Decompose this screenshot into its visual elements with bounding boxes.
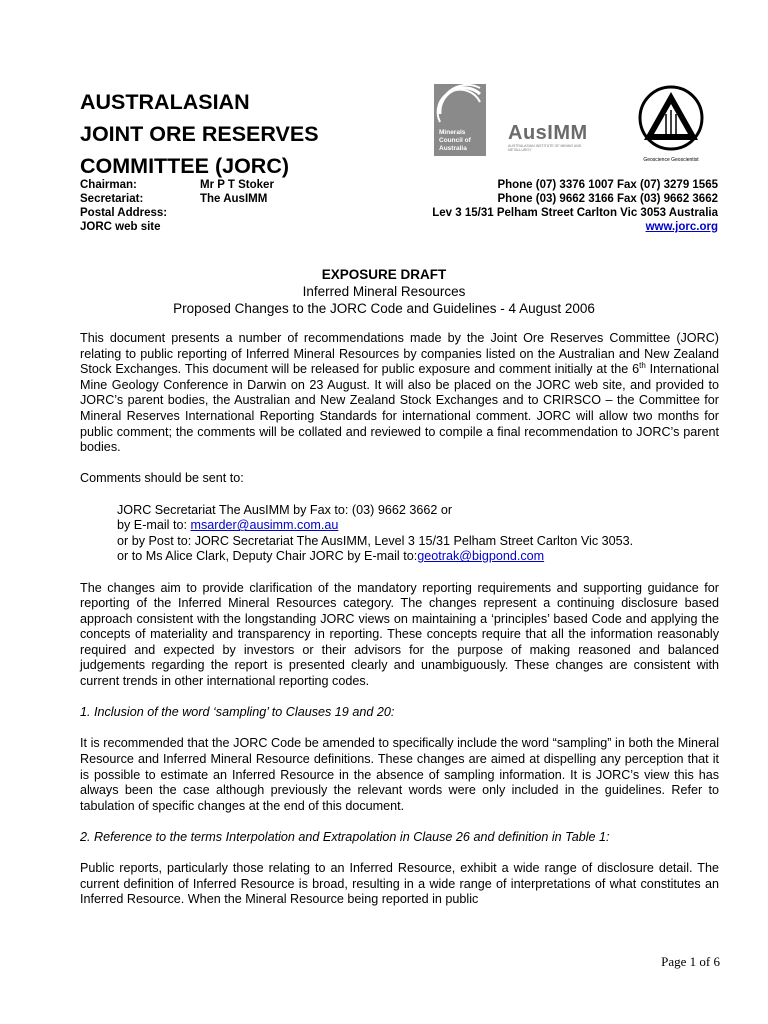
organization-title [80,86,319,182]
section-1-heading: 1. Inclusion of the word ‘sampling’ to Clauses 19 and 20: [80,705,395,720]
section-2-paragraph: Public reports, particularly those relating to an Inferred Resource, exhibit a wide range of disclosure detail. The current definition of Inferred Resource is broad, resulting in a wide range of interpretations of what constitutes an Inferred Resource. When the Mineral Resource being reported in public [80,861,719,907]
contact-block [80,178,718,234]
title-line-3: COMMITTEE (JORC) [80,154,290,178]
chairman-row [80,178,718,192]
section-2-heading: 2. Reference to the terms Interpolation and Extrapolation in Clause 26 and definition in Table 1: [80,830,610,844]
draft-title: EXPOSURE DRAFT [321,267,447,282]
deputy-email-prefix: or to Ms Alice Clark, Deputy Chair JORC by E-mail to: [117,549,418,564]
postal-label: Postal Address: [80,207,168,219]
comment-line-email [117,518,719,534]
intro-paragraph [80,331,719,456]
title-line-1: AUSTRALASIAN [80,90,250,114]
secretariat-row [80,192,718,206]
comments-intro: Comments should be sent to: [80,471,244,486]
minerals-council-logo [434,84,486,156]
web-label: JORC web site [80,221,161,233]
chairman-label: Chairman: [80,179,137,191]
comment-line-fax: JORC Secretariat The AusIMM by Fax to: (03) 9662 3662 or [117,502,453,517]
page-number: Page 1 of 6 [661,954,720,969]
logo-strip [430,84,720,164]
ausimm-logo: AusIMM [508,122,588,144]
jorc-website-link[interactable]: www.jorc.org [645,221,718,233]
chairman-value: Mr P T Stoker [200,179,274,191]
chairman-phone: Phone (07) 3376 1007 Fax (07) 3279 1565 [497,179,718,191]
deputy-email-link[interactable]: geotrak@bigpond.com [417,549,545,564]
title-line-2: JOINT ORE RESERVES [80,122,319,146]
web-row [80,220,718,234]
mca-text-3: Australia [439,145,467,152]
draft-subtitle-2: Proposed Changes to the JORC Code and Guidelines - 4 August 2006 [173,301,595,316]
intro-superscript: th [639,361,646,370]
comment-line-deputy [117,549,719,565]
changes-paragraph: The changes aim to provide clarification of the mandatory reporting requirements and supporting guidance for reporting of the Inferred Mineral Resources category. The changes represent a continuing disclosure based approach consistent with the longstanding JORC views on maintaining a ‘principles’ based Code and applying the concepts of materiality and transparency in reporting. These concepts require that all the information reasonably required and expected by investors or their advisors for the purpose of making reasoned and balanced judgements regarding the report is presented clearly and unambiguously. These changes are consistent with current trends in other international reporting codes. [80,580,719,689]
secretariat-phone: Phone (03) 9662 3166 Fax (03) 9662 3662 [497,193,718,205]
secretariat-label: Secretariat: [80,193,144,205]
mca-text-1: Minerals [439,129,466,136]
comment-contacts [117,503,719,565]
comment-line-post: or by Post to: JORC Secretariat The AusIMM, Level 3 15/31 Pelham Street Carlton Vic 3053. [117,533,634,548]
secretariat-value: The AusIMM [200,193,268,205]
intro-text-a: This document presents a number of recommendations made by the Joint Ore Reserves Committee (JORC) relating to public reporting of Inferred Mineral Resources by companies listed on the Australian and New Zealand Stock Exchanges. This document will be released for public exposure and comment initially at the 6 [80,331,719,377]
secretariat-email-link[interactable]: msarder@ausimm.com.au [190,518,339,533]
ausimm-logo-subtitle: AUSTRALASIAN INSTITUTE OF MINING AND METALLURGY [508,144,582,152]
aig-tagline: Geoscience Geoscientist [643,157,699,163]
aig-logo [626,84,716,164]
section-1-paragraph: It is recommended that the JORC Code be amended to specifically include the word “sampling” in both the Mineral Resource and Inferred Mineral Resource definitions. These changes are aimed at dispelling any perception that it is possible to estimate an Inferred Resource in the absence of sampling information. It is JORC’s view this has always been the case although previously the relevant words were only included in the guidelines. Refer to tabulation of specific changes at the end of this document. [80,736,719,813]
document-body [80,331,719,924]
mca-text-2: Council of [439,137,471,144]
draft-subtitle: Inferred Mineral Resources [302,284,466,299]
postal-value: Lev 3 15/31 Pelham Street Carlton Vic 3053 Australia [432,207,718,219]
postal-row [80,206,718,220]
draft-heading [0,266,768,317]
comment-email-prefix: by E-mail to: [117,518,191,533]
intro-text-b: International Mine Geology Conference in Darwin on 23 August. It will also be placed on the JORC web site, and provided to JORC’s parent bodies, the Australian and New Zealand Stock Exchanges and to CRIRSCO – the Committee for Mineral Reserves International Reporting Standards for international comment. JORC will allow two months for public comment; the comments will be collated and reviewed to compile a final recommendation to JORC’s parent bodies. [80,362,719,455]
